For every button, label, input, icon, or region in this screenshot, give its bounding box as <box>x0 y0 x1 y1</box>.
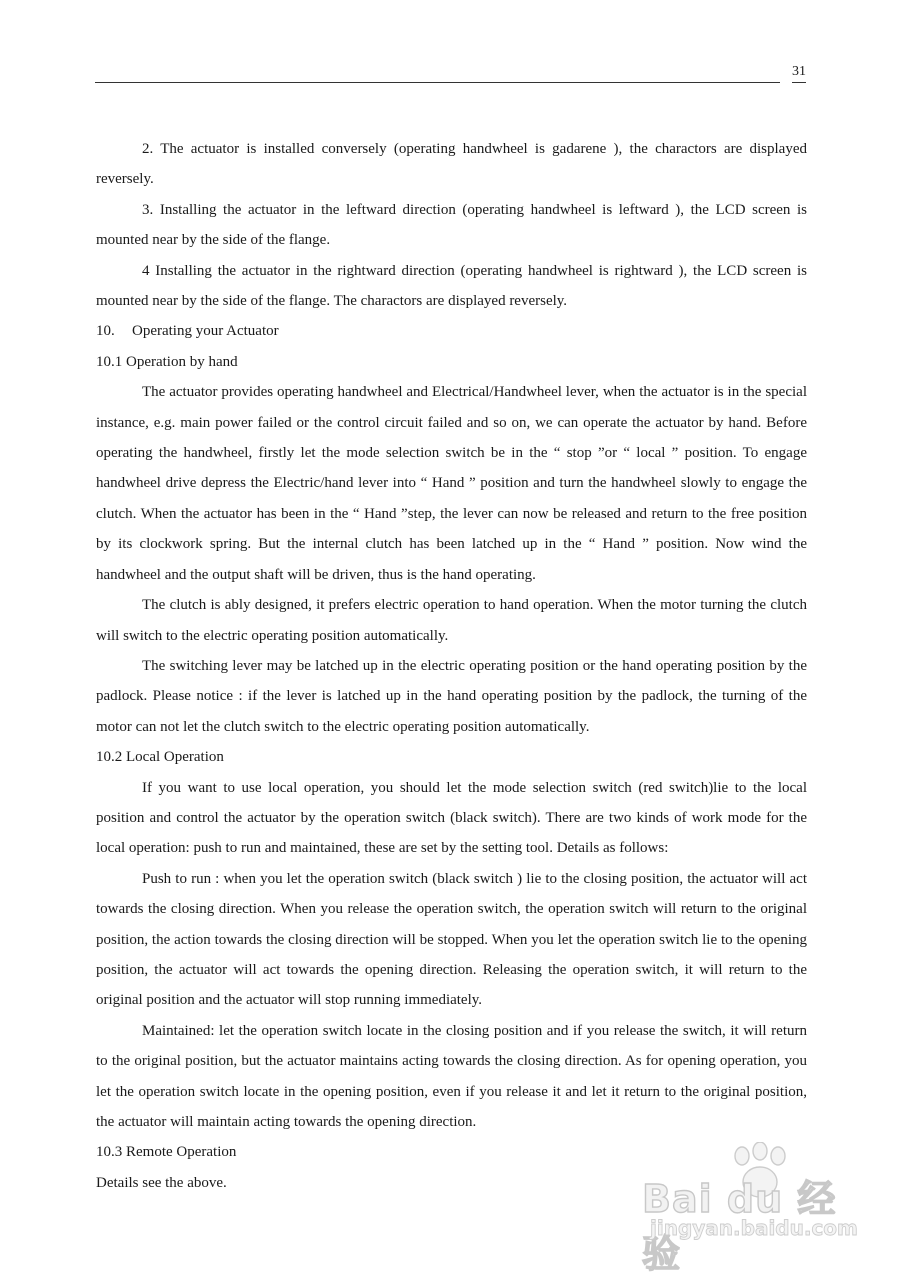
section-10-number: 10. <box>96 323 115 340</box>
intro-paragraph-2: 3. Installing the actuator in the leftward direction (operating handwheel is leftward ), the LCD screen is mounted near by the side of the flange. <box>96 201 807 249</box>
section-10-2-heading: 10.2 Local Operation <box>96 749 224 766</box>
watermark-brand: Bai du 经验 <box>642 1177 837 1276</box>
page-number: 31 <box>792 64 806 83</box>
header-rule <box>95 82 780 83</box>
section-10-title: Operating your Actuator <box>132 323 279 340</box>
section-10-1-heading: 10.1 Operation by hand <box>96 353 238 370</box>
intro-paragraph-1: 2. The actuator is installed conversely (operating handwheel is gadarene ), the charactors are displayed reversely. <box>96 141 807 188</box>
watermark-url: jingyan.baidu.com <box>650 1216 858 1240</box>
section-10-2-paragraph-3: Maintained: let the operation switch locate in the closing position and if you release the switch, it will return to the original position, but the actuator maintains acting towards the closing direction. As for opening operation, you let the operation switch locate in the opening position, even if you release it and let it return to the original position, the actuator will maintain acting towards the opening direction. <box>96 1022 807 1130</box>
baidu-jingyan-watermark <box>628 1142 868 1276</box>
section-10-1-paragraph-1: The actuator provides operating handwheel and Electrical/Handwheel lever, when the actuator is in the special instance, e.g. main power failed or the control circuit failed and so on, we can operate the actuator by hand. Before operating the handwheel, firstly let the mode selection switch be in the “ stop ”or “ local ” position. To engage handwheel drive depress the Electric/hand lever into “ Hand ” position and turn the handwheel slowly to engage the clutch. When the actuator has been in the “ Hand ”step, the lever can now be released and return to the free position by its clockwork spring. But the internal clutch has been latched up in the “ Hand ” position. Now wind the handwheel and the output shaft will be driven, thus is the hand operating. <box>96 384 807 583</box>
section-10-3-text: Details see the above. <box>96 1174 227 1191</box>
section-10-2-paragraph-2: Push to run : when you let the operation switch (black switch ) lie to the closing position, the actuator will act towards the closing direction. When you release the operation switch, the operation switch will return to the original position, the action towards the closing direction will be stopped. When you let the operation switch lie to the opening position, the actuator will act towards the opening direction. Releasing the operation switch, it will return to the original position and the actuator will stop running immediately. <box>96 870 807 1009</box>
section-10-3-heading: 10.3 Remote Operation <box>96 1144 237 1161</box>
document-body <box>96 134 807 1198</box>
section-10-heading <box>96 316 807 346</box>
section-10-1-paragraph-3: The switching lever may be latched up in the electric operating position or the hand operating position by the padlock. Please notice : if the lever is latched up in the hand operating position by the padlock, the turning of the motor can not let the clutch switch to the electric operating position automatically. <box>96 657 807 735</box>
intro-paragraph-3: 4 Installing the actuator in the rightward direction (operating handwheel is rightward ), the LCD screen is mounted near by the side of the flange. The charactors are displayed reversely. <box>96 262 807 310</box>
section-10-2-paragraph-1: If you want to use local operation, you should let the mode selection switch (red switch)lie to the local position and control the actuator by the operation switch (black switch). There are two kinds of work mode for the local operation: push to run and maintained, these are set by the setting tool. Details as follows: <box>96 779 807 857</box>
section-10-1-paragraph-2: The clutch is ably designed, it prefers electric operation to hand operation. When the motor turning the clutch will switch to the electric operating position automatically. <box>96 597 807 644</box>
